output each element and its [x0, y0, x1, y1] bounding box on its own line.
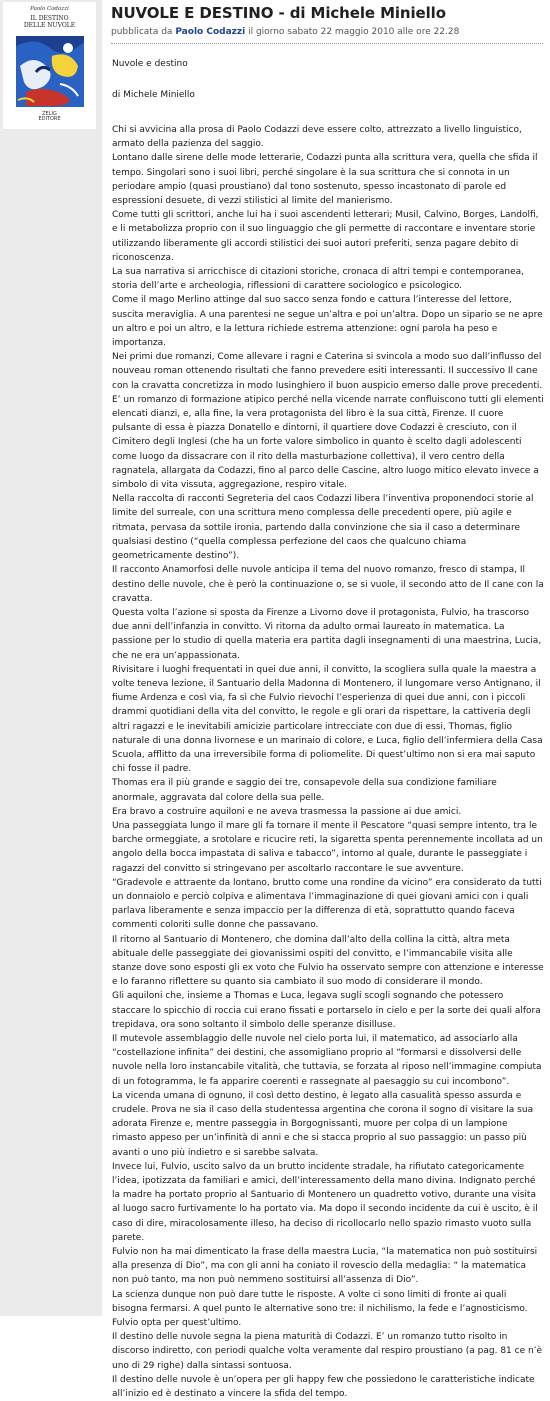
paragraph: La sua narrativa si arricchisce di citazioni storiche, cronaca di altri tempi e contemporanea, storia dell’arte e archeologia, riflessioni di carattere sociologico e psicologico.	[112, 267, 525, 292]
paragraph: Il mutevole assemblaggio delle nuvole nel cielo porta lui, il matematico, ad associarlo alla “costellazione infinita” dei destini, che assomigliano proprio al “formarsi e dissolversi delle nuvole nella loro instancabile vitalità, che tuttavia, se forzata al riposo nell’immagine compiuta di un fotogramma, le fa apparire coerenti e rassegnate al paesaggio su cui incombono”.	[112, 1034, 542, 1087]
post-meta	[111, 27, 459, 37]
paragraph: Rivisitare i luoghi frequentati in quei due anni, il convitto, la scogliera sulla quale la maestra a volte teneva lezione, il Santuario della Madonna di Montenero, il lungomare verso Antignano, il fiume Ardenza e così via, fa sì che Fulvio rievochi l’esperienza di quei due anni, con i piccoli drammi quotidiani della vita del convitto, le regole e gli orari da rispettare, la cattiveria degli altri ragazzi e le inevitabili amicizie particolare intrecciate con due di essi, Thomas, figlio naturale di una donna livornese e un marinaio di colore, e Luca, figlio dell’infermiera della Casa Scuola, afflitto da una irreversibile forma di poliomelite. Di quest’ultimo non si era mai saputo chi fosse il padre.	[112, 664, 543, 775]
paragraph: E’ un romanzo di formazione atipico perché nella vicende narrate confluiscono tutti gli elementi elencati dianzi, e, alla fine, la vera protagonista del libro è la sua città, Firenze. Il cuore pulsante di essa è piazza Donatello e dintorni, il quartiere dove Codazzi è cresciuto, con il Cimitero degli Inglesi (che ha un forte valore simbolico in quanto è scelto dagli adolescenti come luogo da dissacrare con il rito della masturbazione collettiva), il vero centro della ragnatela, allargata da Codazzi, fino al parco delle Cascine, altro luogo mitico elevato invece a simbolo di vita vissuta, aggregazione, respiro vitale.	[112, 394, 544, 491]
cover-artwork	[16, 36, 84, 107]
cover-title: IL DESTINO DELLE NUVOLE	[23, 15, 76, 29]
paragraph: La vicenda umana di ognuno, il così detto destino, è legato alla casualità spesso assurda e crudele. Prova ne sia il caso della studentessa argentina che corona il sogno di visitare la sua adorata Firenze e, mentre passeggia in Borgognissanti, muore per colpa di un lampione rimasto appeso per un’infinità di anni e che si stacca proprio al suo passaggio: un passo più avanti o uno più indietro e si sarebbe salvata.	[112, 1090, 534, 1158]
paragraph: Invece lui, Fulvio, uscito salvo da un brutto incidente stradale, ha rifiutato categoricamente l’idea, ipotizzata da familiari e amici, dell’interessamento della mano divina. Indignato perché la madre ha portato proprio al Santuario di Montenero un quadretto votivo, durante una visita al luogo sacro furtivamente lo ha portato via. Ma dopo il secondo incidente da cui è uscito, è il caso di dire, miracolosamente illeso, ha deciso di ricollocarlo nello spazio rimasto vuoto sulla parete.	[112, 1161, 538, 1243]
paragraph: Il ritorno al Santuario di Montenero, che domina dall’alto della collina la città, altra meta abituale delle passeggiate dei giovanissimi ospiti del convitto, e l’immancabile visita alle stanze dove sono esposti gli ex voto che Fulvio ha osservato sempre con attenzione e interesse e lo faranno riflettere su quanto sia cambiato il suo modo di considerare il mondo.	[112, 934, 544, 988]
article-byline: di Michele Miniello	[112, 90, 195, 100]
post-title: NUVOLE E DESTINO - di Michele Miniello	[111, 4, 446, 22]
paragraph: La scienza dunque non può dare tutte le risposte. A volte ci sono limiti di fronte ai quali bisogna fermarsi. A quel punto le alternative sono tre: il nichilismo, la fede e l’agnosticismo. Fulvio opta per quest’ultimo.	[112, 1289, 528, 1329]
published-date: il giorno sabato 22 maggio 2010 alle ore 22.28	[248, 27, 460, 37]
published-prefix: pubblicata da	[111, 27, 173, 37]
paragraph: Nei primi due romanzi, Come allevare i ragni e Caterina si svincola a modo suo dall’influsso del nouveau roman ottenendo risultati che fanno prevedere esiti interessanti. Il successivo Il cane con la cravatta concretizza in modo lusinghiero il buon auspicio emerso dalle prove precedenti.	[112, 352, 543, 391]
book-cover[interactable]	[3, 2, 96, 129]
book-cover-column	[0, 0, 102, 1316]
cover-artwork-image	[16, 36, 84, 107]
paragraph: Il destino delle nuvole è un’opera per gli happy few che possiedono le caratteristiche indicate all’inizio ed è destinato a vincere la sfida del tempo.	[112, 1374, 535, 1400]
paragraph: Chi si avvicina alla prosa di Paolo Codazzi deve essere colto, attrezzato a livello linguistico, armato della pazienza del saggio.	[112, 125, 522, 150]
paragraph: Thomas era il più grande e saggio dei tre, consapevole della sua condizione familiare anormale, aggravata dal colore della sua pelle.	[112, 778, 497, 803]
paragraph: Nella raccolta di racconti Segreteria del caos Codazzi libera l’inventiva proponendoci storie al limite del surreale, con una scrittura meno complessa delle precedenti opere, più agile e ritmata, pervasa da sottile ironia, partendo dalla convinzione che sia il caso a determinare qualsiasi destino (“quella complessa perfezione del caos che qualcuno chiama geometricamente destino”).	[112, 494, 534, 562]
paragraph: “Gradevole e attraente da lontano, brutto come una rondine da vicino” era considerato da tutti un donnaiolo e perciò colpiva e alimentava l’immaginazione di quei giovani amici con i quali parlava liberamente e senza impaccio per la differenza di età, soprattutto quando faceva commenti coloriti sulle donne che passavano.	[112, 877, 542, 931]
title-divider	[111, 43, 543, 44]
paragraph: Questa volta l’azione si sposta da Firenze a Livorno dove il protagonista, Fulvio, ha trascorso due anni dell’infanzia in convitto. Vi ritorna da adulto ormai laureato in matematica. La passione per lo studio di quella materia era partita dagli insegnamenti di una maestrina, Lucia, che ne era un’appassionata.	[112, 607, 542, 661]
author-link[interactable]: Paolo Codazzi	[175, 27, 246, 37]
paragraph: Il destino delle nuvole segna la piena maturità di Codazzi. E’ un romanzo tutto risolto in discorso indiretto, con periodi qualche volta veramente dal respiro proustiano (a pag. 81 ce n’è uno di 29 righe) dalla sintassi sontuosa.	[112, 1332, 543, 1371]
cover-author: Paolo Codazzi	[30, 6, 69, 12]
paragraph: Lontano dalle sirene delle mode letterarie, Codazzi punta alla scrittura vera, quella che sfida il tempo. Singolari sono i suoi libri, perché singolare è la sua scrittura che si connota in un periodare ampio (quasi proustiano) dal tono sostenuto, spesso incastonato di parole ed espressioni desuete, di vezzi stilistici al limite del manierismo.	[112, 153, 538, 207]
paragraph: Una passeggiata lungo il mare gli fa tornare il mente il Pescatore “quasi sempre intento, tra le barche ormeggiate, a srotolare e ricucire reti, la sigaretta spenta perennemente incollata ad un angolo della bocca impastata di saliva e tabacco”, intorno al quale, durante le passeggiate i ragazzi del convitto si stringevano per ascoltarlo raccontare le sue avventure.	[112, 820, 543, 874]
article-body	[112, 123, 544, 1401]
paragraph: Gli aquiloni che, insieme a Thomas e Luca, legava sugli scogli sognando che potessero staccare lo spicchio di roccia cui erano fissati e portarselo in cielo e per la sorte dei quali alfora trepidava, ora sono soltanto il simbolo delle speranze disilluse.	[112, 991, 541, 1030]
paragraph: Era bravo a costruire aquiloni e ne aveva trasmessa la passione ai due amici.	[112, 806, 462, 817]
cover-publisher: ZELIG EDITORE	[38, 111, 61, 122]
paragraph: Fulvio non ha mai dimenticato la frase della maestra Lucia, “la matematica non può sostituirsi alla presenza di Dio”, ma con gli anni ha coniato il rovescio della medaglia: “ la matematica non può tanto, ma non può nemmeno sostituirsi all’assenza di Dio”.	[112, 1247, 538, 1286]
article-heading: Nuvole e destino	[112, 59, 188, 69]
paragraph: Come il mago Merlino attinge dal suo sacco senza fondo e cattura l’interesse del lettore, suscita meraviglia. A una parentesi ne segue un’altra e poi un’altra. Dopo un sipario se ne apre un altro e poi un altro, e la lettura richiede estrema attenzione: ogni parola ha peso e importanza.	[112, 295, 543, 349]
paragraph: Il racconto Anamorfosi delle nuvole anticipa il tema del nuovo romanzo, fresco di stampa, Il destino delle nuvole, che è però la continuazione o, se si vuole, il secondo atto de Il cane con la cravatta.	[112, 565, 544, 604]
paragraph: Come tutti gli scrittori, anche lui ha i suoi ascendenti letterari; Musil, Calvino, Borges, Landolfi, e li metabolizza proprio con il suo linguaggio che gli permette di raccontare e inventare storie utilizzando liberamente gli accordi stilistici dei suoi autori preferiti, senza pagare debito di riconoscenza.	[112, 210, 539, 263]
